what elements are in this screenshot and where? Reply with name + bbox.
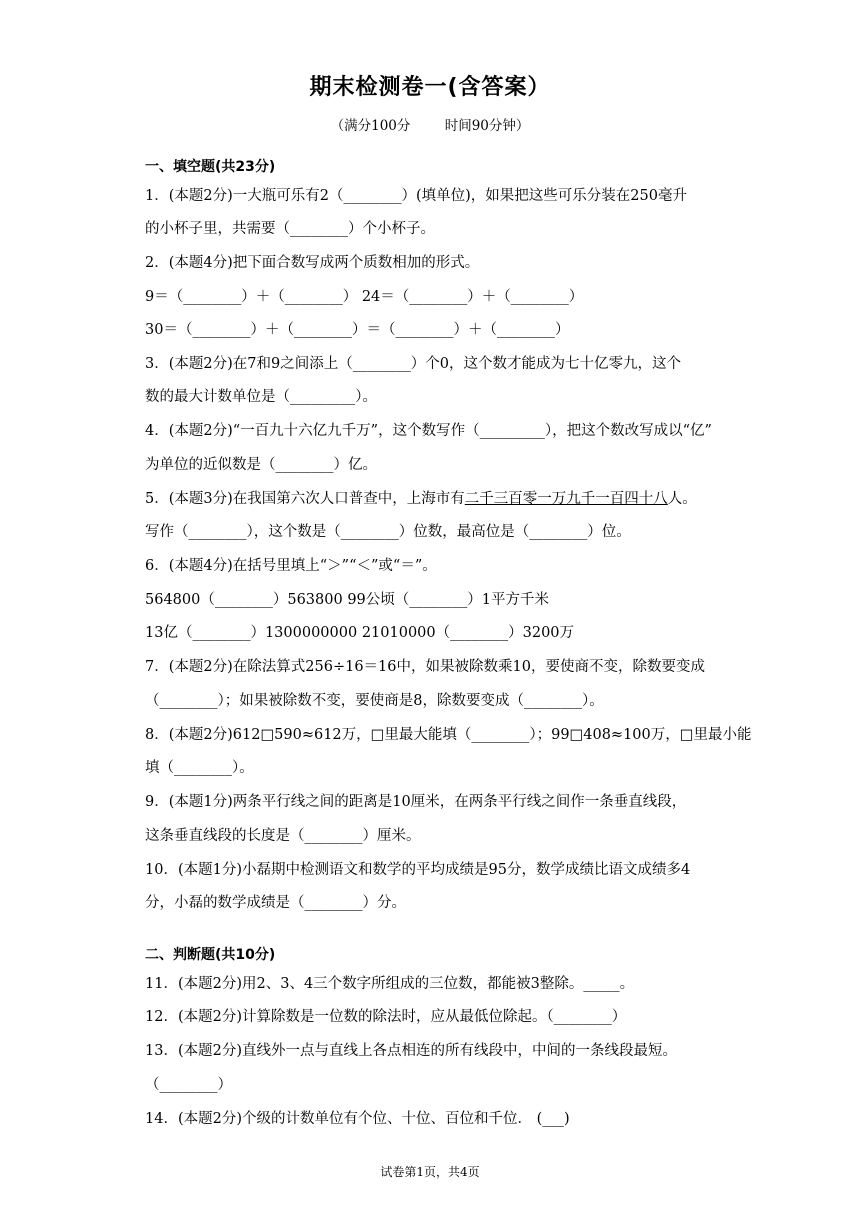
page-subtitle: （满分100分 时间90分钟） <box>330 118 530 134</box>
question-14-line: 14．(本题2分)个级的计数单位有个位、十位、百位和千位． (___) <box>145 1111 570 1127</box>
question-4-line-2: 为单位的近似数是（________）亿。 <box>145 457 377 473</box>
question-13-line-1: 13．(本题2分)直线外一点与直线上各点相连的所有线段中，中间的一条线段最短。 <box>145 1043 677 1059</box>
question-1-line-2: 的小杯子里，共需要（________）个小杯子。 <box>145 221 435 237</box>
section-fill-heading: 一、填空题(共23分) <box>145 159 276 175</box>
question-11-line: 11．(本题2分)用2、3、4三个数字所组成的三位数，都能被3整除。_____。 <box>145 976 635 992</box>
question-10-line-2: 分，小磊的数学成绩是（________）分。 <box>145 895 406 911</box>
question-8-line-2: 填（________）。 <box>145 760 254 776</box>
question-13-line-2: （________） <box>145 1077 232 1093</box>
question-5-underlined-number: 二千三百零一万九千一百四十八 <box>464 491 668 507</box>
question-5-line-1 <box>145 489 725 509</box>
question-5-text-start: 5．(本题3分)在我国第六次人口普查中，上海市有 <box>145 491 465 507</box>
question-10-line-1: 10．(本题1分)小磊期中检测语文和数学的平均成绩是95分，数学成绩比语文成绩多4 <box>145 862 691 878</box>
question-1-line-1: 1．(本题2分)一大瓶可乐有2（________）(填单位)，如果把这些可乐分装在250毫升 <box>145 188 687 204</box>
question-9-line-2: 这条垂直线段的长度是（________）厘米。 <box>145 828 421 844</box>
question-9-line-1: 9．(本题1分)两条平行线之间的距离是10厘米，在两条平行线之间作一条垂直线段， <box>145 794 687 810</box>
question-4-line-1: 4．(本题2分)“一百九十六亿九千万”，这个数写作（_________），把这个数改写成以“亿” <box>145 423 712 439</box>
question-6-line-2: 564800（________）563800 99公顷（________）1平方千米 <box>145 592 549 608</box>
page-title: 期末检测卷一(含答案） <box>309 75 551 100</box>
page-footer: 试卷第1页，共4页 <box>380 1165 480 1179</box>
section-judge-heading: 二、判断题(共10分) <box>145 947 276 963</box>
question-2-line-1: 2．(本题4分)把下面合数写成两个质数相加的形式。 <box>145 255 480 271</box>
question-3-line-1: 3．(本题2分)在7和9之间添上（________）个0，这个数才能成为七十亿零九，这个 <box>145 356 681 372</box>
question-7-line-1: 7．(本题2分)在除法算式256÷16＝16中，如果被除数乘10，要使商不变，除数要变成 <box>145 659 705 675</box>
question-8-line-1: 8．(本题2分)612□590≈612万，□里最大能填（________）；99□408≈100万，□里最小能 <box>145 727 752 743</box>
question-2-line-2: 9＝（________）＋（________） 24＝（________）＋（________） <box>145 289 584 305</box>
question-2-line-3: 30＝（________）＋（________）＝（________）＋（________） <box>145 322 570 338</box>
question-6-line-3: 13亿（________）1300000000 21010000（________）3200万 <box>145 625 575 641</box>
question-5-text-end: 人。 <box>667 491 697 507</box>
question-5-line-2: 写作（________），这个数是（________）位数，最高位是（________）位。 <box>145 524 631 540</box>
question-12-line: 12．(本题2分)计算除数是一位数的除法时，应从最低位除起。（________） <box>145 1009 627 1025</box>
question-7-line-2: （________）；如果被除数不变，要使商是8，除数要变成（________）。 <box>145 693 604 709</box>
question-3-line-2: 数的最大计数单位是（_________）。 <box>145 389 377 405</box>
question-6-line-1: 6．(本题4分)在括号里填上“＞”“＜”或“＝”。 <box>145 558 437 574</box>
